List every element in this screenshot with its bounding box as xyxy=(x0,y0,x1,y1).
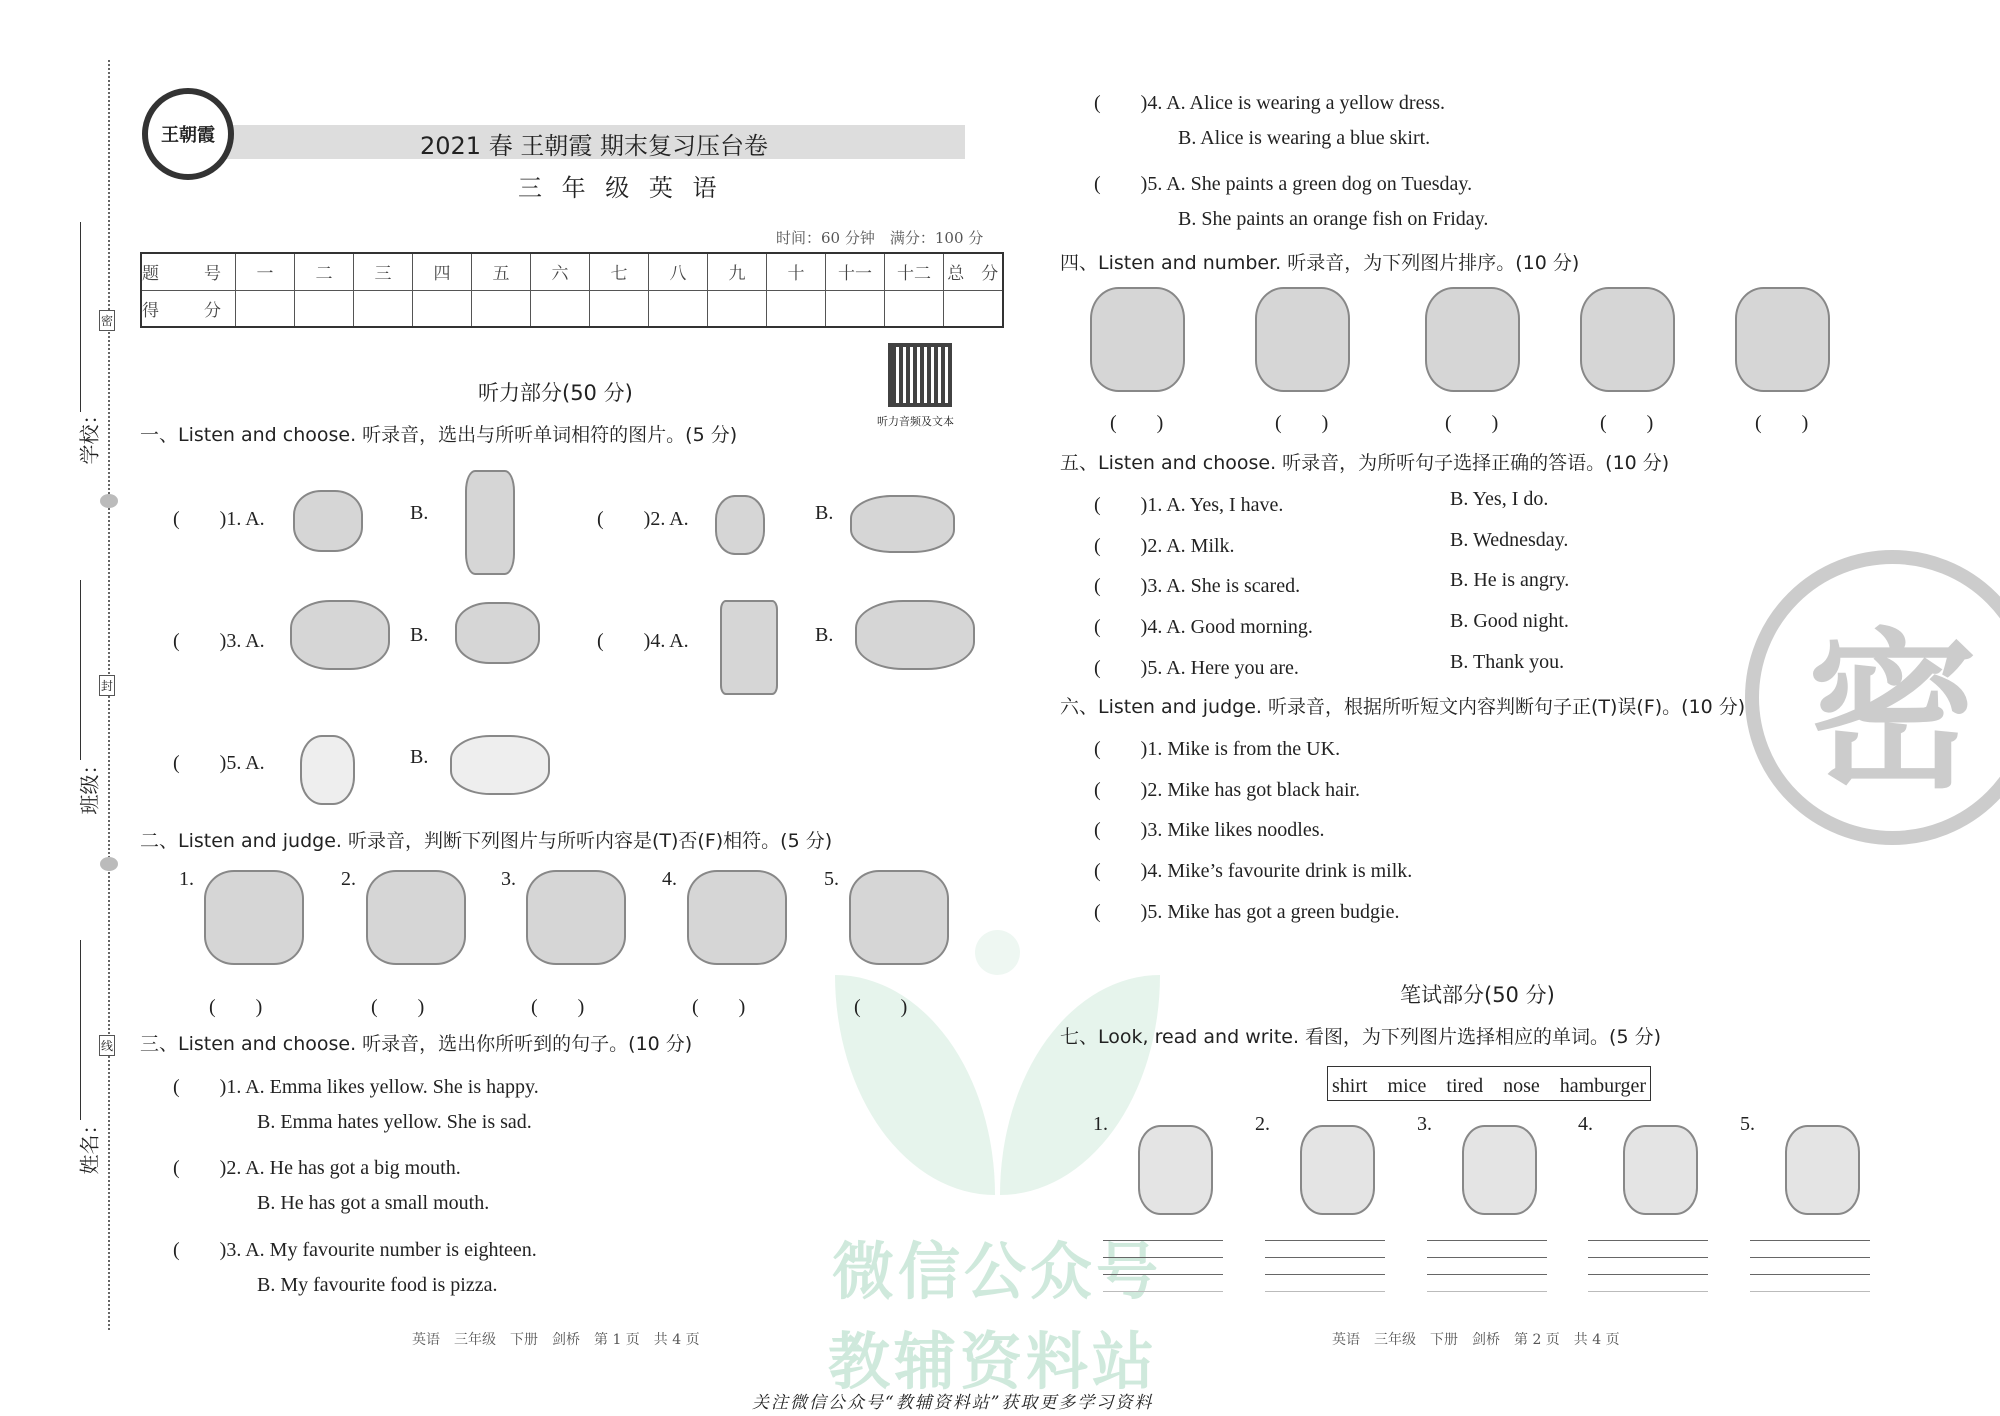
name-label: 姓名： xyxy=(77,1114,102,1175)
sec4-title: 四、Listen and number. 听录音，为下列图片排序。(10 分) xyxy=(1060,252,1580,274)
sentence-option: ( )4. A. Alice is wearing a yellow dress. xyxy=(1094,92,1446,114)
sec2-title: 二、Listen and judge. 听录音，判断下列图片与所听内容是(T)否(F)相符。(5 分) xyxy=(140,830,833,852)
name-line xyxy=(80,940,81,1120)
score-table-header: 题 号 xyxy=(141,253,236,290)
dragon-image xyxy=(204,870,304,965)
score-table-header: 一 xyxy=(236,253,295,290)
score-table-header: 九 xyxy=(708,253,767,290)
sec1-option-b: B. xyxy=(815,502,834,524)
sec7-title: 七、Look, read and write. 看图，为下列图片选择相应的单词。(5 分) xyxy=(1060,1026,1661,1048)
writing-line[interactable] xyxy=(1103,1274,1223,1275)
score-cell[interactable] xyxy=(472,290,531,327)
sec2-number: 1. xyxy=(179,868,194,890)
sec1-item-label: ( )2. A. xyxy=(597,508,689,530)
sec2-number: 3. xyxy=(501,868,516,890)
word-box: shirt mice tired nose hamburger xyxy=(1327,1066,1651,1101)
sec1-item-label: ( )1. A. xyxy=(173,508,265,530)
nose-image xyxy=(1138,1125,1213,1215)
writing-line[interactable] xyxy=(1588,1274,1708,1275)
seal-char: 密 xyxy=(99,310,115,331)
sec5-option-a: ( )1. A. Yes, I have. xyxy=(1094,494,1284,516)
sentence-option: ( )3. A. My favourite number is eighteen. xyxy=(173,1238,537,1261)
sec1-title: 一、Listen and choose. 听录音，选出与所听单词相符的图片。(5 分) xyxy=(140,424,738,446)
sec5-option-a: ( )5. A. Here you are. xyxy=(1094,656,1299,679)
score-table-header: 十 xyxy=(767,253,826,290)
telephone-image xyxy=(1425,287,1520,392)
qr-caption: 听力音频及文本 xyxy=(877,415,954,428)
score-table xyxy=(140,252,1004,328)
watermark-line1: 微信公众号 xyxy=(832,1235,1163,1308)
popcorn-image xyxy=(720,600,778,695)
score-table-header: 四 xyxy=(413,253,472,290)
sec1-option-b: B. xyxy=(410,624,429,646)
answer-paren: ( ) xyxy=(692,996,746,1018)
sec7-number: 5. xyxy=(1740,1113,1755,1135)
score-cell[interactable] xyxy=(767,290,826,327)
tiger-image xyxy=(290,600,390,670)
score-cell[interactable] xyxy=(413,290,472,327)
answer-paren: ( ) xyxy=(854,996,908,1018)
frog-image xyxy=(687,870,787,965)
sec2-number: 5. xyxy=(824,868,839,890)
mouse-image xyxy=(293,490,363,552)
sock-image xyxy=(715,495,765,555)
sec7-number: 2. xyxy=(1255,1113,1270,1135)
score-row-label: 得 分 xyxy=(141,290,236,327)
answer-paren: ( ) xyxy=(1445,412,1499,434)
sec7-number: 4. xyxy=(1578,1113,1593,1135)
class-label: 班级： xyxy=(77,754,102,815)
judge-statement: ( )2. Mike has got black hair. xyxy=(1094,778,1361,801)
sec5-title: 五、Listen and choose. 听录音，为所听句子选择正确的答语。(10 分) xyxy=(1060,452,1670,474)
sec5-option-a: ( )2. A. Milk. xyxy=(1094,534,1235,557)
shoes-image xyxy=(850,495,955,553)
answer-paren: ( ) xyxy=(531,996,585,1018)
score-table-header: 十一 xyxy=(826,253,885,290)
sentence-option: B. Alice is wearing a blue skirt. xyxy=(1178,126,1431,149)
school-line xyxy=(80,222,81,412)
writing-line[interactable] xyxy=(1750,1291,1870,1292)
sec5-option-b: B. Good night. xyxy=(1450,610,1569,633)
sentence-option: B. He has got a small mouth. xyxy=(257,1192,490,1215)
sec5-option-b: B. He is angry. xyxy=(1450,569,1570,592)
hair-image xyxy=(526,870,626,965)
writing-line[interactable] xyxy=(1588,1291,1708,1292)
judge-statement: ( )4. Mike’s favourite drink is milk. xyxy=(1094,860,1413,883)
score-cell[interactable] xyxy=(826,290,885,327)
writing-line[interactable] xyxy=(1750,1257,1870,1258)
writing-line[interactable] xyxy=(1427,1291,1547,1292)
score-table-header: 三 xyxy=(354,253,413,290)
secret-stamp: 密 xyxy=(1745,550,2000,845)
sentence-option: ( )2. A. He has got a big mouth. xyxy=(173,1157,461,1180)
tiger-image xyxy=(1090,287,1185,392)
watermark-line2: 教辅资料站 xyxy=(828,1325,1159,1398)
sec1-item-label: ( )3. A. xyxy=(173,630,265,652)
writing-line[interactable] xyxy=(1103,1291,1223,1292)
footer-right: 英语 三年级 下册 剑桥 第 2 页 共 4 页 xyxy=(1332,1332,1620,1348)
score-table-header: 八 xyxy=(649,253,708,290)
seal-char: 封 xyxy=(99,675,115,696)
writing-line[interactable] xyxy=(1588,1257,1708,1258)
school-label: 学校： xyxy=(77,404,102,465)
writing-line[interactable] xyxy=(1427,1257,1547,1258)
score-table-header: 十二 xyxy=(885,253,944,290)
qr-code[interactable] xyxy=(888,343,952,407)
score-cell[interactable] xyxy=(354,290,413,327)
sec1-item-label: ( )5. A. xyxy=(173,752,265,774)
score-table-header: 总 分 xyxy=(944,253,1003,290)
face-image xyxy=(1735,287,1830,392)
sec1-item-label: ( )4. A. xyxy=(597,630,689,652)
sentence-option: B. Emma hates yellow. She is sad. xyxy=(257,1110,532,1133)
hamburger-image xyxy=(1623,1125,1698,1215)
judge-statement: ( )1. Mike is from the UK. xyxy=(1094,738,1341,760)
score-table-header: 二 xyxy=(295,253,354,290)
logo: 王朝霞 xyxy=(142,88,234,180)
sec2-number: 2. xyxy=(341,868,356,890)
chicken-image xyxy=(855,600,975,670)
score-table-header: 五 xyxy=(472,253,531,290)
sec6-title: 六、Listen and judge. 听录音，根据所听短文内容判断句子正(T)误(F)。(10 分) xyxy=(1060,696,1746,718)
class-line xyxy=(80,580,81,760)
tiger-image xyxy=(366,870,466,965)
score-table-header: 七 xyxy=(590,253,649,290)
writing-line[interactable] xyxy=(1103,1240,1223,1241)
score-cell[interactable] xyxy=(649,290,708,327)
writing-line[interactable] xyxy=(1750,1240,1870,1241)
sec7-number: 3. xyxy=(1417,1113,1432,1135)
sec2-number: 4. xyxy=(662,868,677,890)
writing-line[interactable] xyxy=(1427,1274,1547,1275)
score-table-header: 六 xyxy=(531,253,590,290)
sentence-option: B. She paints an orange fish on Friday. xyxy=(1178,208,1489,231)
sec5-option-a: ( )3. A. She is scared. xyxy=(1094,575,1301,598)
writing-line[interactable] xyxy=(1427,1240,1547,1241)
writing-line[interactable] xyxy=(1265,1291,1385,1292)
watermark-leaf xyxy=(1000,975,1160,1195)
listening-title: 听力部分(50 分) xyxy=(478,381,633,405)
score-cell[interactable] xyxy=(531,290,590,327)
sec5-option-a: ( )4. A. Good morning. xyxy=(1094,616,1313,639)
writing-line[interactable] xyxy=(1265,1257,1385,1258)
answer-paren: ( ) xyxy=(1110,412,1164,434)
sec5-option-b: B. Wednesday. xyxy=(1450,528,1569,551)
nose-image xyxy=(300,735,355,805)
exam-subtitle: 三 年 级 英 语 xyxy=(518,174,723,202)
sec1-option-b: B. xyxy=(410,502,429,524)
sec5-option-b: B. Yes, I do. xyxy=(1450,488,1549,510)
seal-dot-icon xyxy=(100,494,118,508)
score-cell[interactable] xyxy=(236,290,295,327)
writing-line[interactable] xyxy=(1750,1274,1870,1275)
answer-paren: ( ) xyxy=(1275,412,1329,434)
seal-char: 线 xyxy=(99,1035,115,1056)
answer-paren: ( ) xyxy=(371,996,425,1018)
seal-dot-icon xyxy=(100,857,118,871)
sec3-title: 三、Listen and choose. 听录音，选出你所听到的句子。(10 分) xyxy=(140,1033,693,1055)
judge-statement: ( )3. Mike likes noodles. xyxy=(1094,819,1325,842)
sec1-option-b: B. xyxy=(410,746,429,768)
score-cell[interactable] xyxy=(708,290,767,327)
sentence-option: ( )1. A. Emma likes yellow. She is happy. xyxy=(173,1076,539,1098)
writing-line[interactable] xyxy=(1588,1240,1708,1241)
sec7-number: 1. xyxy=(1093,1113,1108,1135)
sentence-option: B. My favourite food is pizza. xyxy=(257,1273,498,1296)
score-cell[interactable] xyxy=(590,290,649,327)
time-info: 时间：60 分钟 满分：100 分 xyxy=(776,229,984,247)
score-cell[interactable] xyxy=(944,290,1003,327)
answer-paren: ( ) xyxy=(209,996,263,1018)
writing-title: 笔试部分(50 分) xyxy=(1400,983,1555,1007)
tigers-image xyxy=(455,602,540,664)
writing-line[interactable] xyxy=(1265,1240,1385,1241)
sec1-option-b: B. xyxy=(815,624,834,646)
writing-line[interactable] xyxy=(1265,1274,1385,1275)
footer-left: 英语 三年级 下册 剑桥 第 1 页 共 4 页 xyxy=(412,1332,700,1348)
girl-image xyxy=(849,870,949,965)
exam-title: 2021 春 王朝霞 期末复习压台卷 xyxy=(420,132,768,160)
writing-line[interactable] xyxy=(1103,1257,1223,1258)
mice-image xyxy=(1462,1125,1537,1215)
watermark-dot xyxy=(975,930,1020,975)
mouth-image xyxy=(450,735,550,795)
sentence-option: ( )5. A. She paints a green dog on Tuesday. xyxy=(1094,173,1473,196)
hamsters-image xyxy=(1580,287,1675,392)
bottom-note: 关注微信公众号“教辅资料站”获取更多学习资料 xyxy=(752,1393,1154,1413)
judge-statement: ( )5. Mike has got a green budgie. xyxy=(1094,900,1400,923)
answer-paren: ( ) xyxy=(1755,412,1809,434)
giraffe-image xyxy=(465,470,515,575)
score-cell[interactable] xyxy=(295,290,354,327)
shirt-image xyxy=(1785,1125,1860,1215)
bus-image xyxy=(1255,287,1350,392)
answer-paren: ( ) xyxy=(1600,412,1654,434)
tired-face-image xyxy=(1300,1125,1375,1215)
score-cell[interactable] xyxy=(885,290,944,327)
sec5-option-b: B. Thank you. xyxy=(1450,650,1565,673)
